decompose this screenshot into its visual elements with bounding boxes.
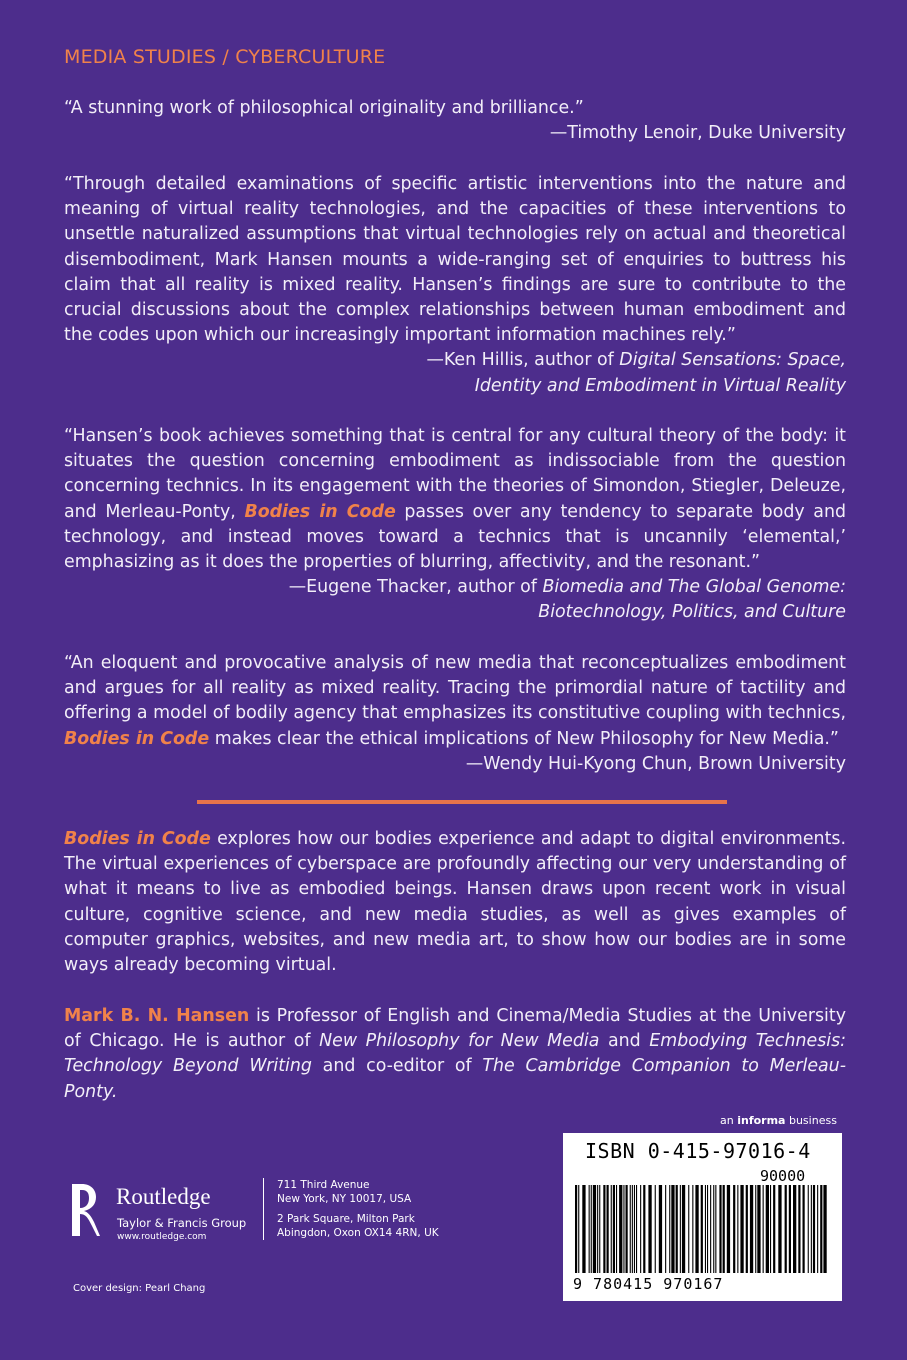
quote-3-text-part1: “Hansen’s book achieves something that is central for any cultural theory of the body: it situates the question concerning embodiment as indissociable from the question concerning technics. In its engagement with the theories of Simondon, Stiegler, Deleuze, and Merleau-Ponty, xyxy=(64,426,846,522)
barcode-bar xyxy=(591,1185,592,1273)
informa-brand: informa xyxy=(737,1114,786,1127)
barcode-bar xyxy=(611,1185,612,1273)
publisher-name: Routledge xyxy=(116,1184,211,1209)
barcode-bar xyxy=(719,1185,721,1273)
barcode-bar xyxy=(707,1185,708,1273)
quote-3-attribution-title-1: Biomedia and The Global Genome: xyxy=(542,577,846,598)
book-description xyxy=(64,827,846,978)
barcode-bar xyxy=(607,1185,609,1273)
barcode-bar xyxy=(789,1185,791,1273)
barcode-bar xyxy=(676,1185,678,1273)
quote-4-text-part2: makes clear the ethical implications of New Philosophy for New Media.” xyxy=(209,728,839,749)
barcode-bar xyxy=(773,1185,775,1273)
quote-3-attribution-prefix: —Eugene Thacker, author of xyxy=(288,577,543,598)
barcode-box xyxy=(563,1133,842,1301)
quote-2-attribution-title-1: Digital Sensations: Space, xyxy=(619,350,846,371)
informa-tagline xyxy=(720,1114,837,1127)
informa-prefix: an xyxy=(720,1114,738,1127)
barcode-bar xyxy=(763,1185,764,1273)
barcode-bar xyxy=(578,1185,579,1273)
barcode-bar xyxy=(710,1185,711,1273)
quote-2-text: “Through detailed examinations of specific artistic interventions into the nature and meaning of virtual reality technologies, and the capacities of these interventions to unsettle naturalized assumptions that virtual technologies rely on actual and theoretical disembodiment, Mark Hansen mounts a wide-ranging set of enquiries to buttress his claim that all reality is mixed reality. Hansen’s findings are sure to contribute to the crucial discussions about the complex relationships between human embodiment and the codes upon which our increasingly important information machines rely.” xyxy=(64,174,846,346)
quote-3-attribution-title-2: Biotechnology, Politics, and Culture xyxy=(538,602,846,623)
barcode-bar xyxy=(655,1185,656,1273)
barcode-bar xyxy=(823,1185,826,1273)
barcode-bar xyxy=(626,1185,628,1273)
publisher-address xyxy=(263,1178,439,1240)
barcode-bar xyxy=(727,1185,730,1273)
barcode-bars xyxy=(575,1185,831,1273)
barcode-bar xyxy=(634,1185,635,1273)
category-label: MEDIA STUDIES / CYBERCULTURE xyxy=(64,46,386,68)
quote-3-text-part2: passes over any tendency to separate body and technology, and instead moves toward a technics that is uncannily ‘elemental,’ emphasizing as it does the properties of blurring, affectivity, and the resonant.” xyxy=(64,501,847,573)
barcode-bar xyxy=(798,1185,800,1273)
barcode-bar xyxy=(682,1185,685,1273)
barcode-bar xyxy=(803,1185,805,1273)
quote-4-text-part1: “An eloquent and provocative analysis of new media that reconceptualizes embodiment and argues for all reality as mixed reality. Tracing the primordial nature of tactility and offering a model of bodily agency that emphasizes its constitutive coupling with technics, xyxy=(64,653,846,724)
barcode-bar xyxy=(705,1185,706,1273)
barcode-bar xyxy=(813,1185,815,1273)
author-bio-text3: and co-editor of xyxy=(311,1056,483,1077)
author-book-3: The Cambridge Companion to Merleau-Ponty. xyxy=(64,1056,846,1102)
address-line-4: Abingdon, Oxon OX14 4RN, UK xyxy=(277,1227,439,1239)
barcode-bar xyxy=(659,1185,662,1273)
quote-1 xyxy=(64,96,846,146)
barcode-bar xyxy=(713,1185,714,1273)
barcode-bar xyxy=(636,1185,637,1273)
quote-4 xyxy=(64,651,846,777)
barcode-bar xyxy=(575,1185,577,1273)
barcode-bar xyxy=(808,1185,809,1273)
quote-3 xyxy=(64,424,846,626)
publisher-website[interactable]: www.routledge.com xyxy=(117,1232,207,1242)
author-name: Mark B. N. Hansen xyxy=(64,1006,250,1026)
barcode-bar xyxy=(811,1185,812,1273)
barcode-bar xyxy=(632,1185,633,1273)
address-line-1: 711 Third Avenue xyxy=(277,1179,370,1191)
quote-2 xyxy=(64,172,846,399)
divider xyxy=(197,800,727,804)
address-line-2: New York, NY 10017, USA xyxy=(277,1193,412,1205)
barcode-bar xyxy=(648,1185,651,1273)
barcode-bar xyxy=(671,1185,674,1273)
cover-design-credit: Cover design: Pearl Chang xyxy=(73,1283,206,1294)
quote-3-text xyxy=(64,424,846,575)
publisher-group: Taylor & Francis Group xyxy=(117,1216,247,1230)
barcode-bar xyxy=(669,1185,670,1273)
quote-2-attribution xyxy=(64,348,846,398)
quote-4-attribution: —Wendy Hui-Kyong Chun, Brown University xyxy=(465,753,846,774)
quote-2-attribution-prefix: —Ken Hillis, author of xyxy=(426,350,620,371)
barcode-bar xyxy=(757,1185,760,1273)
barcode-bar xyxy=(680,1185,681,1273)
barcode-bar xyxy=(688,1185,689,1273)
barcode-bar xyxy=(785,1185,787,1273)
ean-text: 9 780415 970167 xyxy=(573,1275,724,1293)
description-book-title: Bodies in Code xyxy=(64,829,211,849)
barcode-bar xyxy=(766,1185,769,1273)
barcode-bar xyxy=(593,1185,596,1273)
barcode-bar xyxy=(640,1185,641,1273)
barcode-bar xyxy=(616,1185,617,1273)
isbn-text: ISBN 0-415-97016-4 xyxy=(585,1139,811,1163)
barcode-bar xyxy=(817,1185,818,1273)
barcode-bar xyxy=(778,1185,781,1273)
barcode-bar xyxy=(597,1185,598,1273)
barcode-bar xyxy=(737,1185,738,1273)
barcode-bar xyxy=(603,1185,605,1273)
barcode-bar xyxy=(740,1185,743,1273)
quote-3-attribution xyxy=(64,575,846,625)
quote-4-book-title: Bodies in Code xyxy=(64,728,210,749)
quote-3-book-title: Bodies in Code xyxy=(244,501,396,522)
barcode-bar xyxy=(715,1185,716,1273)
barcode-bar xyxy=(582,1185,585,1273)
author-bio-text1: is Professor of English and Cinema/Media Studies at the University of Chicago. He is author of xyxy=(64,1006,846,1052)
barcode-bar xyxy=(820,1185,822,1273)
barcode-bar xyxy=(589,1185,590,1273)
barcode-bar xyxy=(793,1185,796,1273)
barcode-bar xyxy=(733,1185,735,1273)
barcode-bar xyxy=(770,1185,771,1273)
barcode-bar xyxy=(701,1185,703,1273)
quote-1-attribution: —Timothy Lenoir, Duke University xyxy=(549,123,846,144)
barcode-bar xyxy=(755,1185,756,1273)
quote-2-attribution-title-2: Identity and Embodiment in Virtual Reality xyxy=(474,375,846,396)
author-book-2: Embodying Technesis: Technology Beyond Writing xyxy=(64,1031,847,1077)
barcode-bar xyxy=(643,1185,645,1273)
address-line-3: 2 Park Square, Milton Park xyxy=(277,1213,415,1225)
barcode-bar xyxy=(665,1185,666,1273)
barcode-bar xyxy=(619,1185,622,1273)
barcode-bar xyxy=(623,1185,624,1273)
author-book-1: New Philosophy for New Media xyxy=(319,1031,600,1052)
barcode-bar xyxy=(613,1185,615,1273)
informa-suffix: business xyxy=(785,1114,837,1127)
price-code: 90000 xyxy=(760,1167,806,1185)
author-bio xyxy=(64,1004,846,1105)
barcode-bar xyxy=(746,1185,748,1273)
barcode-bar xyxy=(750,1185,753,1273)
description-text: explores how our bodies experience and adapt to digital environments. The virtual experiences of cyberspace are profoundly affecting our very understanding of what it means to live as embodied beings. Hansen draws upon recent work in visual culture, cognitive science, and new media studies, as well as gives examples of computer graphics, websites, and new media art, to show how our bodies are in some ways already becoming virtual. xyxy=(64,829,846,976)
barcode-bar xyxy=(695,1185,698,1273)
barcode-bar xyxy=(599,1185,600,1273)
barcode-bar xyxy=(692,1185,693,1273)
barcode-bar xyxy=(723,1185,725,1273)
routledge-r-icon xyxy=(70,1180,100,1240)
quote-4-text xyxy=(64,651,846,752)
routledge-logo xyxy=(70,1180,260,1250)
barcode-bar xyxy=(630,1185,631,1273)
quote-1-text: “A stunning work of philosophical originality and brilliance.” xyxy=(64,98,584,118)
author-bio-text2: and xyxy=(599,1031,650,1052)
